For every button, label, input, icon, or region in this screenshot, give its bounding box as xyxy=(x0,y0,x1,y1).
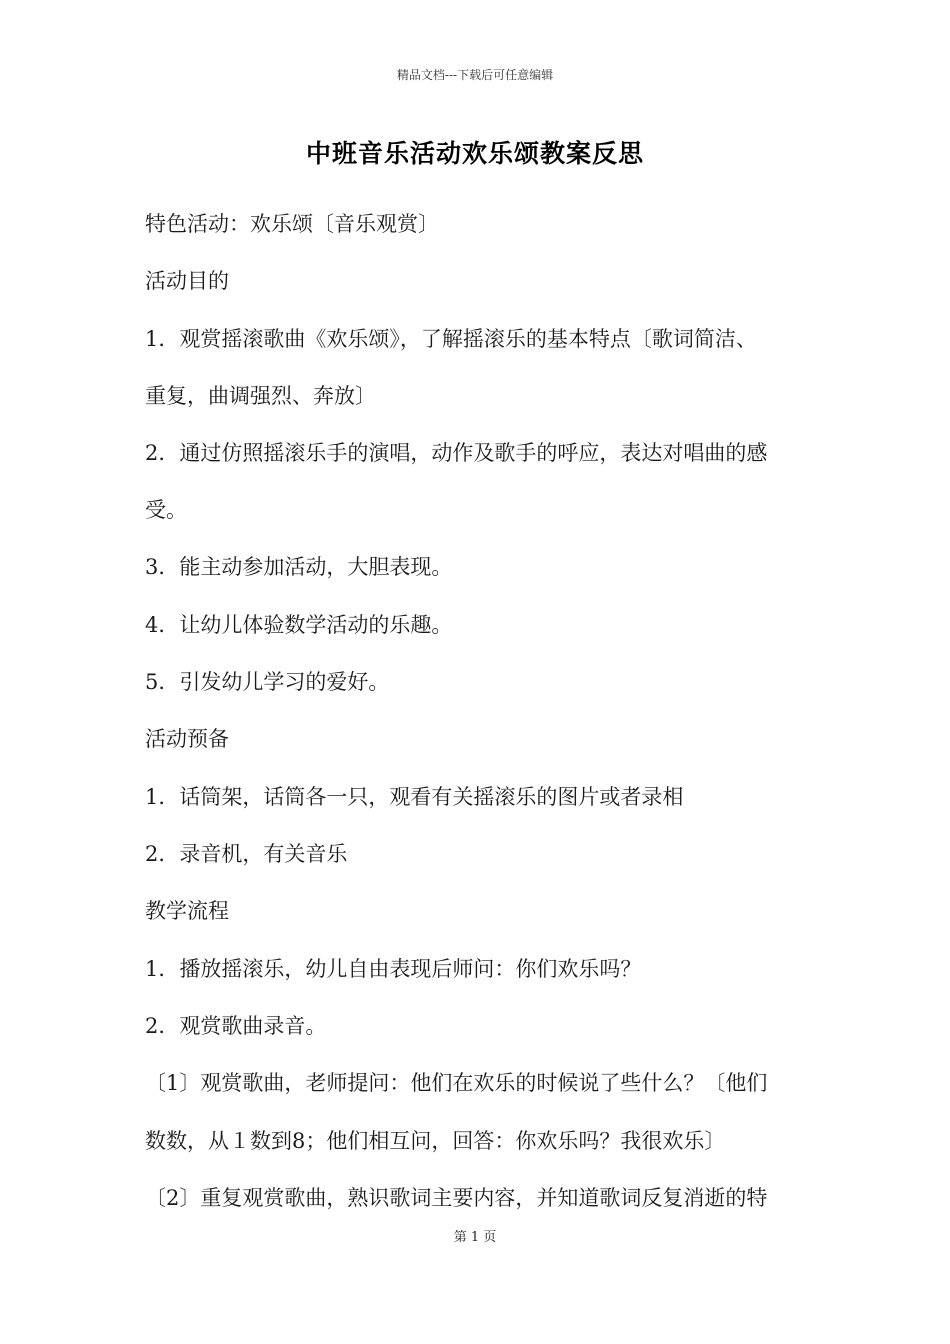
paragraph-line: 1．播放摇滚乐，幼儿自由表现后师问：你们欢乐吗？ xyxy=(145,957,642,981)
paragraph-line: 4．让幼儿体验数学活动的乐趣。 xyxy=(145,613,453,637)
page-header: 精品文档---下载后可任意编辑 xyxy=(396,68,554,82)
paragraph-line: 重复，曲调强烈、奔放〕 xyxy=(145,384,376,408)
paragraph-line: 1．话筒架，话筒各一只，观看有关摇滚乐的图片或者录相 xyxy=(145,785,684,809)
paragraph-line: 受。 xyxy=(145,498,187,522)
paragraph-line: 5．引发幼儿学习的爱好。 xyxy=(145,670,390,694)
section-heading: 教学流程 xyxy=(145,899,229,923)
paragraph-line: 〔2〕重复观赏歌曲，熟识歌词主要内容，并知道歌词反复消逝的特 xyxy=(145,1186,768,1210)
document-title: 中班音乐活动欢乐颂教案反思 xyxy=(305,139,644,168)
page-number: 第 1 页 xyxy=(453,1230,497,1245)
paragraph-line: 1．观赏摇滚歌曲《欢乐颂》，了解摇滚乐的基本特点〔歌词简洁、 xyxy=(145,327,757,351)
paragraph-line: 〔1〕观赏歌曲，老师提问：他们在欢乐的时候说了些什么？〔他们 xyxy=(145,1071,768,1095)
paragraph-line: 特色活动：欢乐颂〔音乐观赏〕 xyxy=(145,212,439,236)
paragraph-line: 2．观赏歌曲录音。 xyxy=(145,1014,327,1038)
paragraph-line: 2．录音机，有关音乐 xyxy=(145,842,348,866)
paragraph-line: 数数，从１数到8；他们相互问，回答：你欢乐吗？我很欢乐〕 xyxy=(145,1129,726,1153)
section-heading: 活动预备 xyxy=(145,727,229,751)
paragraph-line: 2．通过仿照摇滚乐手的演唱，动作及歌手的呼应，表达对唱曲的感 xyxy=(145,441,768,465)
section-heading: 活动目的 xyxy=(145,269,229,293)
paragraph-line: 3．能主动参加活动，大胆表现。 xyxy=(145,555,453,579)
